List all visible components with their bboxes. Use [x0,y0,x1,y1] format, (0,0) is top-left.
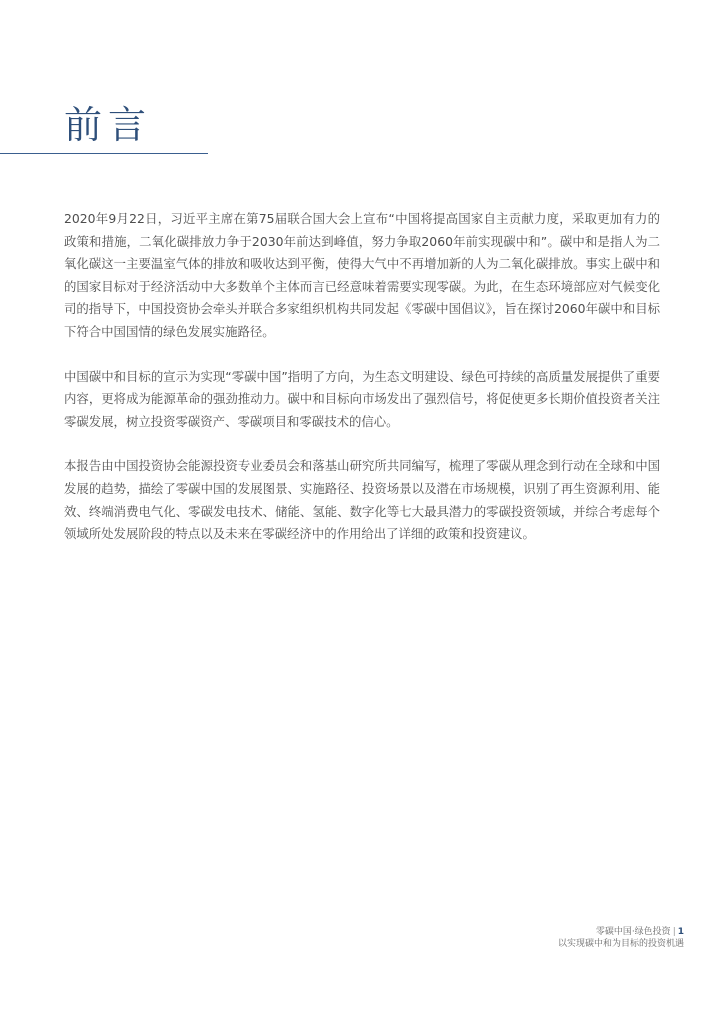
body-text [64,208,660,568]
paragraph-3: 本报告由中国投资协会能源投资专业委员会和落基山研究所共同编写，梳理了零碳从理念到行动在全球和中国发展的趋势，描绘了零碳中国的发展图景、实施路径、投资场景以及潜在市场规模，识别了再生资源利用、能效、终端消费电气化、零碳发电技术、储能、氢能、数字化等七大最具潜力的零碳投资领域，并综合考虑每个领域所处发展阶段的特点以及未来在零碳经济中的作用给出了详细的政策和投资建议。 [64,458,660,542]
footer-report-title: 零碳中国·绿色投资 [595,927,671,937]
footer-subtitle: 以实现碳中和为目标的投资机遇 [557,939,684,949]
footer-line-1 [558,926,684,938]
page-number: 1 [677,927,684,937]
paragraph-1: 2020年9月22日，习近平主席在第75届联合国大会上宣布“中国将提高国家自主贡献力度，采取更加有力的政策和措施，二氧化碳排放力争于2030年前达到峰值，努力争取2060年前实现碳中和”。碳中和是指人为二氧化碳这一主要温室气体的排放和吸收达到平衡，使得大气中不再增加新的人为二氧化碳排放。事实上碳中和的国家目标对于经济活动中大多数单个主体而言已经意味着需要实现零碳。为此，在生态环境部应对气候变化司的指导下，中国投资协会牵头并联合多家组织机构共同发起《零碳中国倡议》，旨在探讨2060年碳中和目标下符合中国国情的绿色发展实施路径。 [64,211,660,339]
page-footer [558,926,684,950]
footer-separator: | [672,927,676,937]
title-underline [0,153,208,154]
page-title: 前言 [64,103,153,147]
paragraph-2: 中国碳中和目标的宣示为实现“零碳中国”指明了方向，为生态文明建设、绿色可持续的高质量发展提供了重要内容，更将成为能源革命的强劲推动力。碳中和目标向市场发出了强烈信号，将促使更多长期价值投资者关注零碳发展，树立投资零碳资产、零碳项目和零碳技术的信心。 [64,368,660,429]
